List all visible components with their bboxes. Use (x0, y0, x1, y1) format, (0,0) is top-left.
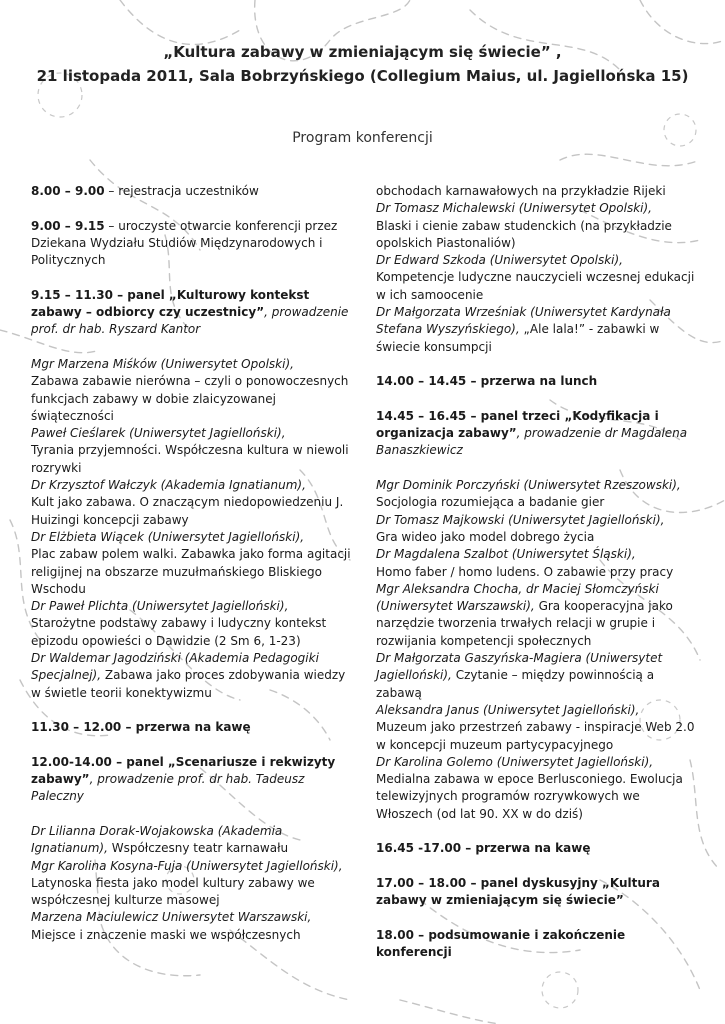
agenda-item-panel-1 (31, 287, 351, 339)
talk-speaker: Dr Małgorzata Wrześniak (Uniwersytet Kardynała Stefana Wyszyńskiego), (376, 305, 671, 337)
talk-title: Czytanie – między powinnością a zabawą (376, 668, 655, 700)
talk-entry (376, 304, 696, 356)
talk-title: Miejsce i znaczenie maski we współczesnych (31, 927, 301, 942)
talk-entry (31, 823, 351, 858)
program-column-left (31, 183, 351, 961)
panel-moderator: , prowadzenie prof. dr hab. Tadeusz Paleczny (31, 772, 305, 804)
panel-title: 14.45 – 16.45 – panel trzeci „Kodyfikacja i organizacja zabawy” (376, 408, 659, 441)
talk-speaker: Dr Tomasz Michalewski (Uniwersytet Opolski), (376, 201, 652, 216)
talk-speaker: Paweł Cieślarek (Uniwersytet Jagielloński), (31, 426, 286, 441)
talk-speaker: Dr Krzysztof Wałczyk (Akademia Ignatianum), (31, 478, 306, 493)
program-column-right (376, 183, 696, 979)
panel-3-talks (376, 477, 696, 823)
talk-title: Homo faber / homo ludens. O zabawie przy pracy (376, 564, 674, 579)
talk-speaker: Dr Magdalena Szalbot (Uniwersytet Śląski), (376, 547, 636, 562)
talk-title: Zabawa zabawie nierówna – czyli o ponowoczesnych funkcjach zabawy w dobie zlaicyzowanej świąteczności (31, 374, 349, 423)
talk-title: Latynoska fiesta jako model kultury zabawy we współczesnej kulturze masowej (31, 875, 315, 908)
talk-title: Zabawa jako proces zdobywania wiedzy w świetle teorii konektywizmu (31, 668, 346, 700)
talk-title: Tyrania przyjemności. Współczesna kultura w niewoli rozrywki (31, 443, 349, 475)
conference-date-venue: 21 listopada 2011, Sala Bobrzyńskiego (Collegium Maius, ul. Jagiellońska 15) (36, 67, 689, 85)
talk-speaker: Mgr Aleksandra Chocha, dr Maciej Słomczyński (Uniwersytet Warszawski), (376, 581, 659, 614)
talk-title: obchodach karnawałowych na przykładzie Rijeki (376, 184, 666, 198)
talk-speaker: Dr Lilianna Dorak-Wojakowska (Akademia Ignatianum), (31, 823, 283, 856)
talk-speaker: Dr Tomasz Majkowski (Uniwersytet Jagielloński), (376, 512, 665, 527)
talk-entry (376, 581, 696, 650)
agenda-item-discussion-panel: 17.00 – 18.00 – panel dyskusyjny „Kultura zabawy w zmieniającym się świecie” (376, 875, 660, 908)
talk-title: Gra kooperacyjna jako narzędzie tworzenia trwałych relacji w grupie i rozwijania kompetencji społecznych (376, 599, 673, 648)
agenda-time: 9.00 – 9.15 (31, 218, 105, 233)
talk-speaker: Dr Waldemar Jagodziński (Akademia Pedagogiki Specjalnej), (31, 651, 319, 683)
agenda-item-registration: 8.00 – 9.00 – rejestracja uczestników (31, 184, 259, 198)
talk-title: Plac zabaw polem walki. Zabawka jako forma agitacji religijnej na obszarze muzułmańskiego Bliskiego Wschodu (31, 547, 351, 596)
talk-title: Kult jako zabawa. O znaczącym niedopowiedzeniu J. Huizingi koncepcji zabawy (31, 495, 344, 527)
agenda-item-closing: 18.00 – podsumowanie i zakończenie konferencji (376, 927, 626, 960)
talk-speaker: Mgr Marzena Miśków (Uniwersytet Opolski), (31, 356, 294, 371)
panel-title: 9.15 – 11.30 – panel „Kulturowy kontekst zabawy – odbiorcy czy uczestnicy” (31, 287, 310, 320)
talk-title: Kompetencje ludyczne nauczycieli wczesnej edukacji w ich samoocenie (376, 270, 695, 302)
talk-speaker: Dr Edward Szkoda (Uniwersytet Opolski), (376, 253, 623, 268)
panel-moderator: , prowadzenie dr Magdalena Banaszkiewicz (376, 426, 688, 458)
talk-entry (31, 650, 351, 702)
agenda-item-coffee-break-1: 11.30 – 12.00 – przerwa na kawę (31, 720, 251, 735)
talk-speaker: Aleksandra Janus (Uniwersytet Jagielloński), (376, 702, 640, 717)
conference-title: „Kultura zabawy w zmieniającym się świecie” , (163, 43, 562, 61)
panel-title: 12.00-14.00 – panel „Scenariusze i rekwizyty zabawy” (31, 754, 336, 787)
talk-speaker: Dr Elżbieta Wiącek (Uniwersytet Jagielloński), (31, 529, 305, 544)
talk-speaker: Dr Paweł Plichta (Uniwersytet Jagielloński), (31, 599, 289, 614)
talk-speaker: Dr Małgorzata Gaszyńska-Magiera (Uniwersytet Jagielloński), (376, 651, 663, 683)
talk-speaker: Mgr Dominik Porczyński (Uniwersytet Rzeszowski), (376, 478, 681, 493)
agenda-item-lunch: 14.00 – 14.45 – przerwa na lunch (376, 374, 598, 389)
document-header (0, 40, 725, 88)
talk-title: „Ale lala!” - zabawki w świecie konsumpcji (376, 322, 660, 354)
agenda-time: 8.00 – 9.00 (31, 184, 105, 198)
talk-title: Starożytne podstawy zabawy i ludyczny kontekst epizodu opowieści o Dawidzie (2 Sm 6, 1-23) (31, 616, 327, 648)
program-heading: Program konferencji (292, 130, 433, 146)
panel-2-talks (31, 823, 351, 944)
talk-speaker: Dr Karolina Golemo (Uniwersytet Jagielloński), (376, 754, 654, 769)
talk-speaker: Mgr Karolina Kosyna-Fuja (Uniwersytet Jagielloński), (31, 858, 343, 873)
agenda-item-opening: 9.00 – 9.15 – uroczyste otwarcie konferencji przez Dziekana Wydziału Studiów Międzynarodowych i Politycznych (31, 218, 338, 268)
talk-title: Blaski i cienie zabaw studenckich (na przykładzie opolskich Piastonaliów) (376, 218, 672, 250)
talk-entry (376, 650, 696, 702)
talk-speaker: Marzena Maciulewicz Uniwersytet Warszawski, (31, 910, 312, 925)
talk-title: Medialna zabawa w epoce Berlusconiego. Ewolucja telewizyjnych programów rozrywkowych we Włoszech (od lat 90. XX w do dziś) (376, 772, 683, 821)
panel-2-talks-continued (376, 183, 696, 356)
talk-title: Współczesny teatr karnawału (107, 841, 289, 856)
talk-title: Gra wideo jako model dobrego życia (376, 529, 595, 544)
agenda-item-panel-3 (376, 408, 696, 460)
agenda-item-panel-2 (31, 754, 351, 806)
talk-title: Muzeum jako przestrzeń zabawy - inspiracje Web 2.0 w koncepcji muzeum partycypacyjnego (376, 720, 695, 752)
panel-moderator: , prowadzenie prof. dr hab. Ryszard Kantor (31, 305, 349, 337)
agenda-item-coffee-break-2: 16.45 -17.00 – przerwa na kawę (376, 841, 591, 856)
panel-1-talks (31, 356, 351, 702)
talk-title: Socjologia rozumiejąca a badanie gier (376, 495, 605, 510)
